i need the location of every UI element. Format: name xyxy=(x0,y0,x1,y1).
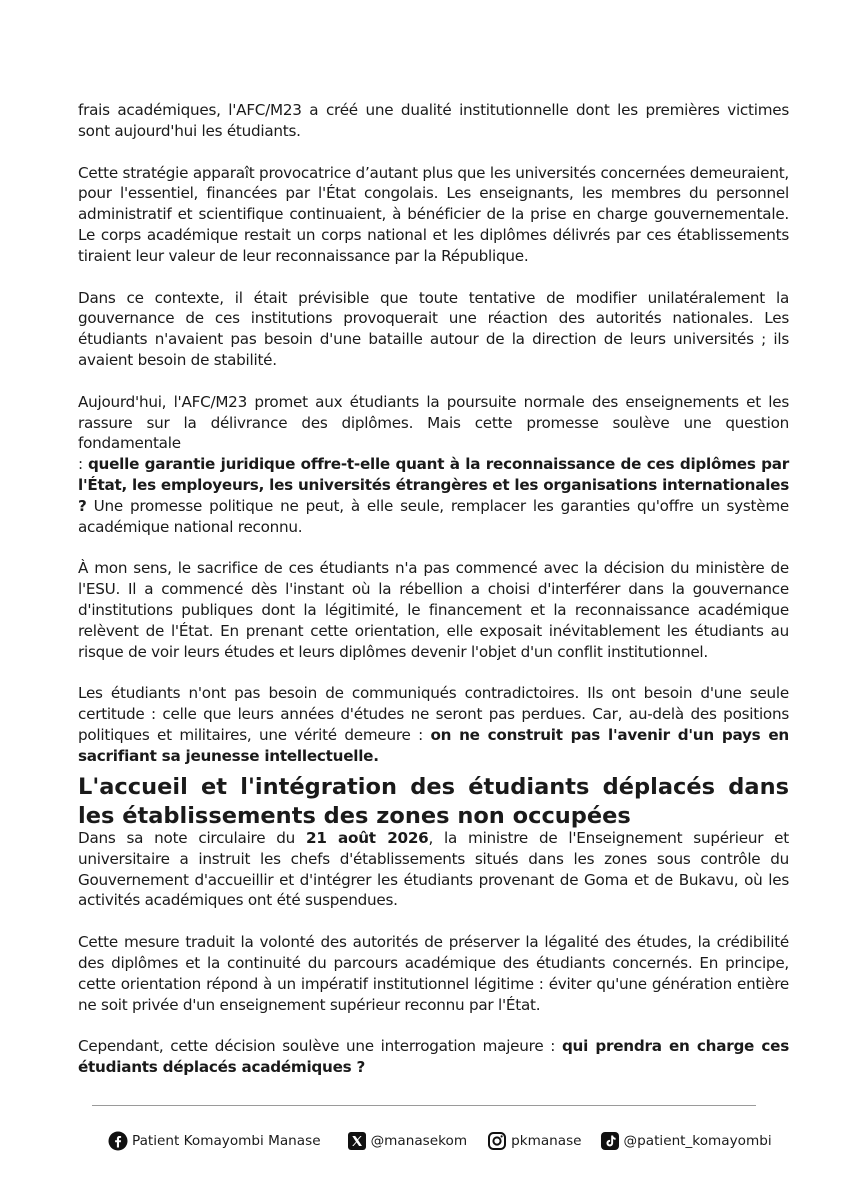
instagram-icon xyxy=(487,1131,507,1151)
footer-divider xyxy=(92,1105,756,1106)
paragraph-text: Aujourd'hui, l'AFC/M23 promet aux étudiants la poursuite normale des enseignements et les rassure sur la délivrance des diplômes. Mais cette promesse soulève une question fondamentale xyxy=(78,392,789,453)
social-footer xyxy=(108,1128,772,1154)
paragraph: Dans ce contexte, il était prévisible que toute tentative de modifier unilatéralement la gouvernance de ces institutions provoquerait une réaction des autorités nationales. Les étudiants n'avaient pas besoin d'une bataille autour de la direction de leurs universités ; ils avaient besoin de stabilité. xyxy=(78,288,789,369)
paragraph: À mon sens, le sacrifice de ces étudiants n'a pas commencé avec la décision du ministère de l'ESU. Il a commencé dès l'instant où la rébellion a choisi d'interférer dans la gouvernance d'institutions publiques dont la légitimité, le financement et la reconnaissance académique relèvent de l'État. En prenant cette orientation, elle exposait inévitablement les étudiants au risque de voir leurs études et leurs diplômes devenir l'objet d'un conflit institutionnel. xyxy=(78,559,789,661)
paragraph xyxy=(78,828,789,911)
date-text: 21 août 2026 xyxy=(306,829,429,847)
x-icon xyxy=(347,1131,367,1151)
paragraph-text: Cependant, cette décision soulève une interrogation majeure : xyxy=(78,1037,562,1056)
paragraph: Cette mesure traduit la volonté des autorités de préserver la légalité des études, la crédibilité des diplômes et la continuité du parcours académique des étudiants concernés. En principe, cette orientation répond à un impératif institutionnel légitime : éviter qu'une génération entière ne soit privée d'un enseignement supérieur reconnu par l'État. xyxy=(78,933,789,1014)
article-body xyxy=(78,100,789,831)
article-section-2 xyxy=(78,828,789,1099)
x-label: @manasekom xyxy=(370,1133,468,1149)
instagram-label: pkmanase xyxy=(511,1133,582,1149)
x-link[interactable] xyxy=(347,1131,468,1151)
paragraph-text: : xyxy=(78,455,88,474)
paragraph xyxy=(78,1036,789,1078)
facebook-link[interactable] xyxy=(108,1131,321,1151)
emphasis-text: quelle garantie juridique offre-t-elle quant à la reconnaissance de ces diplômes par l'État, les employeurs, les universités étrangères et les organisations internationales ? xyxy=(78,455,789,515)
instagram-link[interactable] xyxy=(487,1131,581,1151)
emphasis-text: on ne construit pas l'avenir d'un pays en sacrifiant sa jeunesse intellectuelle. xyxy=(78,725,789,765)
paragraph-text: , la ministre de l'Enseignement supérieur et universitaire a instruit les chefs d'établissements situés dans les zones sous contrôle du Gouvernement d'accueillir et d'intégrer les étudiants provenant de Goma et de Bukavu, où les activités académiques ont été suspendues. xyxy=(78,829,789,910)
tiktok-icon xyxy=(600,1131,620,1151)
paragraph-text: Les étudiants n'ont pas besoin de communiqués contradictoires. Ils ont besoin d'une seule certitude : celle que leurs années d'études ne seront pas perdues. Car, au-delà des positions politiques et militaires, une vérité demeure : xyxy=(78,684,789,744)
paragraph: frais académiques, l'AFC/M23 a créé une dualité institutionnelle dont les premières victimes sont aujourd'hui les étudiants. xyxy=(78,101,789,140)
tiktok-link[interactable] xyxy=(600,1131,772,1151)
paragraph-text: Dans sa note circulaire du xyxy=(78,829,306,847)
emphasis-text: qui prendra en charge ces étudiants déplacés académiques ? xyxy=(78,1037,789,1077)
paragraph xyxy=(78,392,789,538)
facebook-icon xyxy=(108,1131,128,1151)
paragraph: Cette stratégie apparaît provocatrice d’autant plus que les universités concernées demeuraient, pour l'essentiel, financées par l'État congolais. Les enseignants, les membres du personnel administratif et scientifique continuaient, à bénéficier de la prise en charge gouvernementale. Le corps académique restait un corps national et les diplômes délivrés par ces établissements tiraient leur valeur de leur reconnaissance par la République. xyxy=(78,163,789,265)
tiktok-label: @patient_komayombi xyxy=(623,1133,772,1149)
paragraph-text: Une promesse politique ne peut, à elle seule, remplacer les garanties qu'offre un système académique national reconnu. xyxy=(78,496,789,536)
paragraph xyxy=(78,683,789,766)
facebook-label: Patient Komayombi Manase xyxy=(132,1133,321,1149)
section-heading: L'accueil et l'intégration des étudiants déplacés dans les établissements des zones non occupées xyxy=(78,773,789,829)
